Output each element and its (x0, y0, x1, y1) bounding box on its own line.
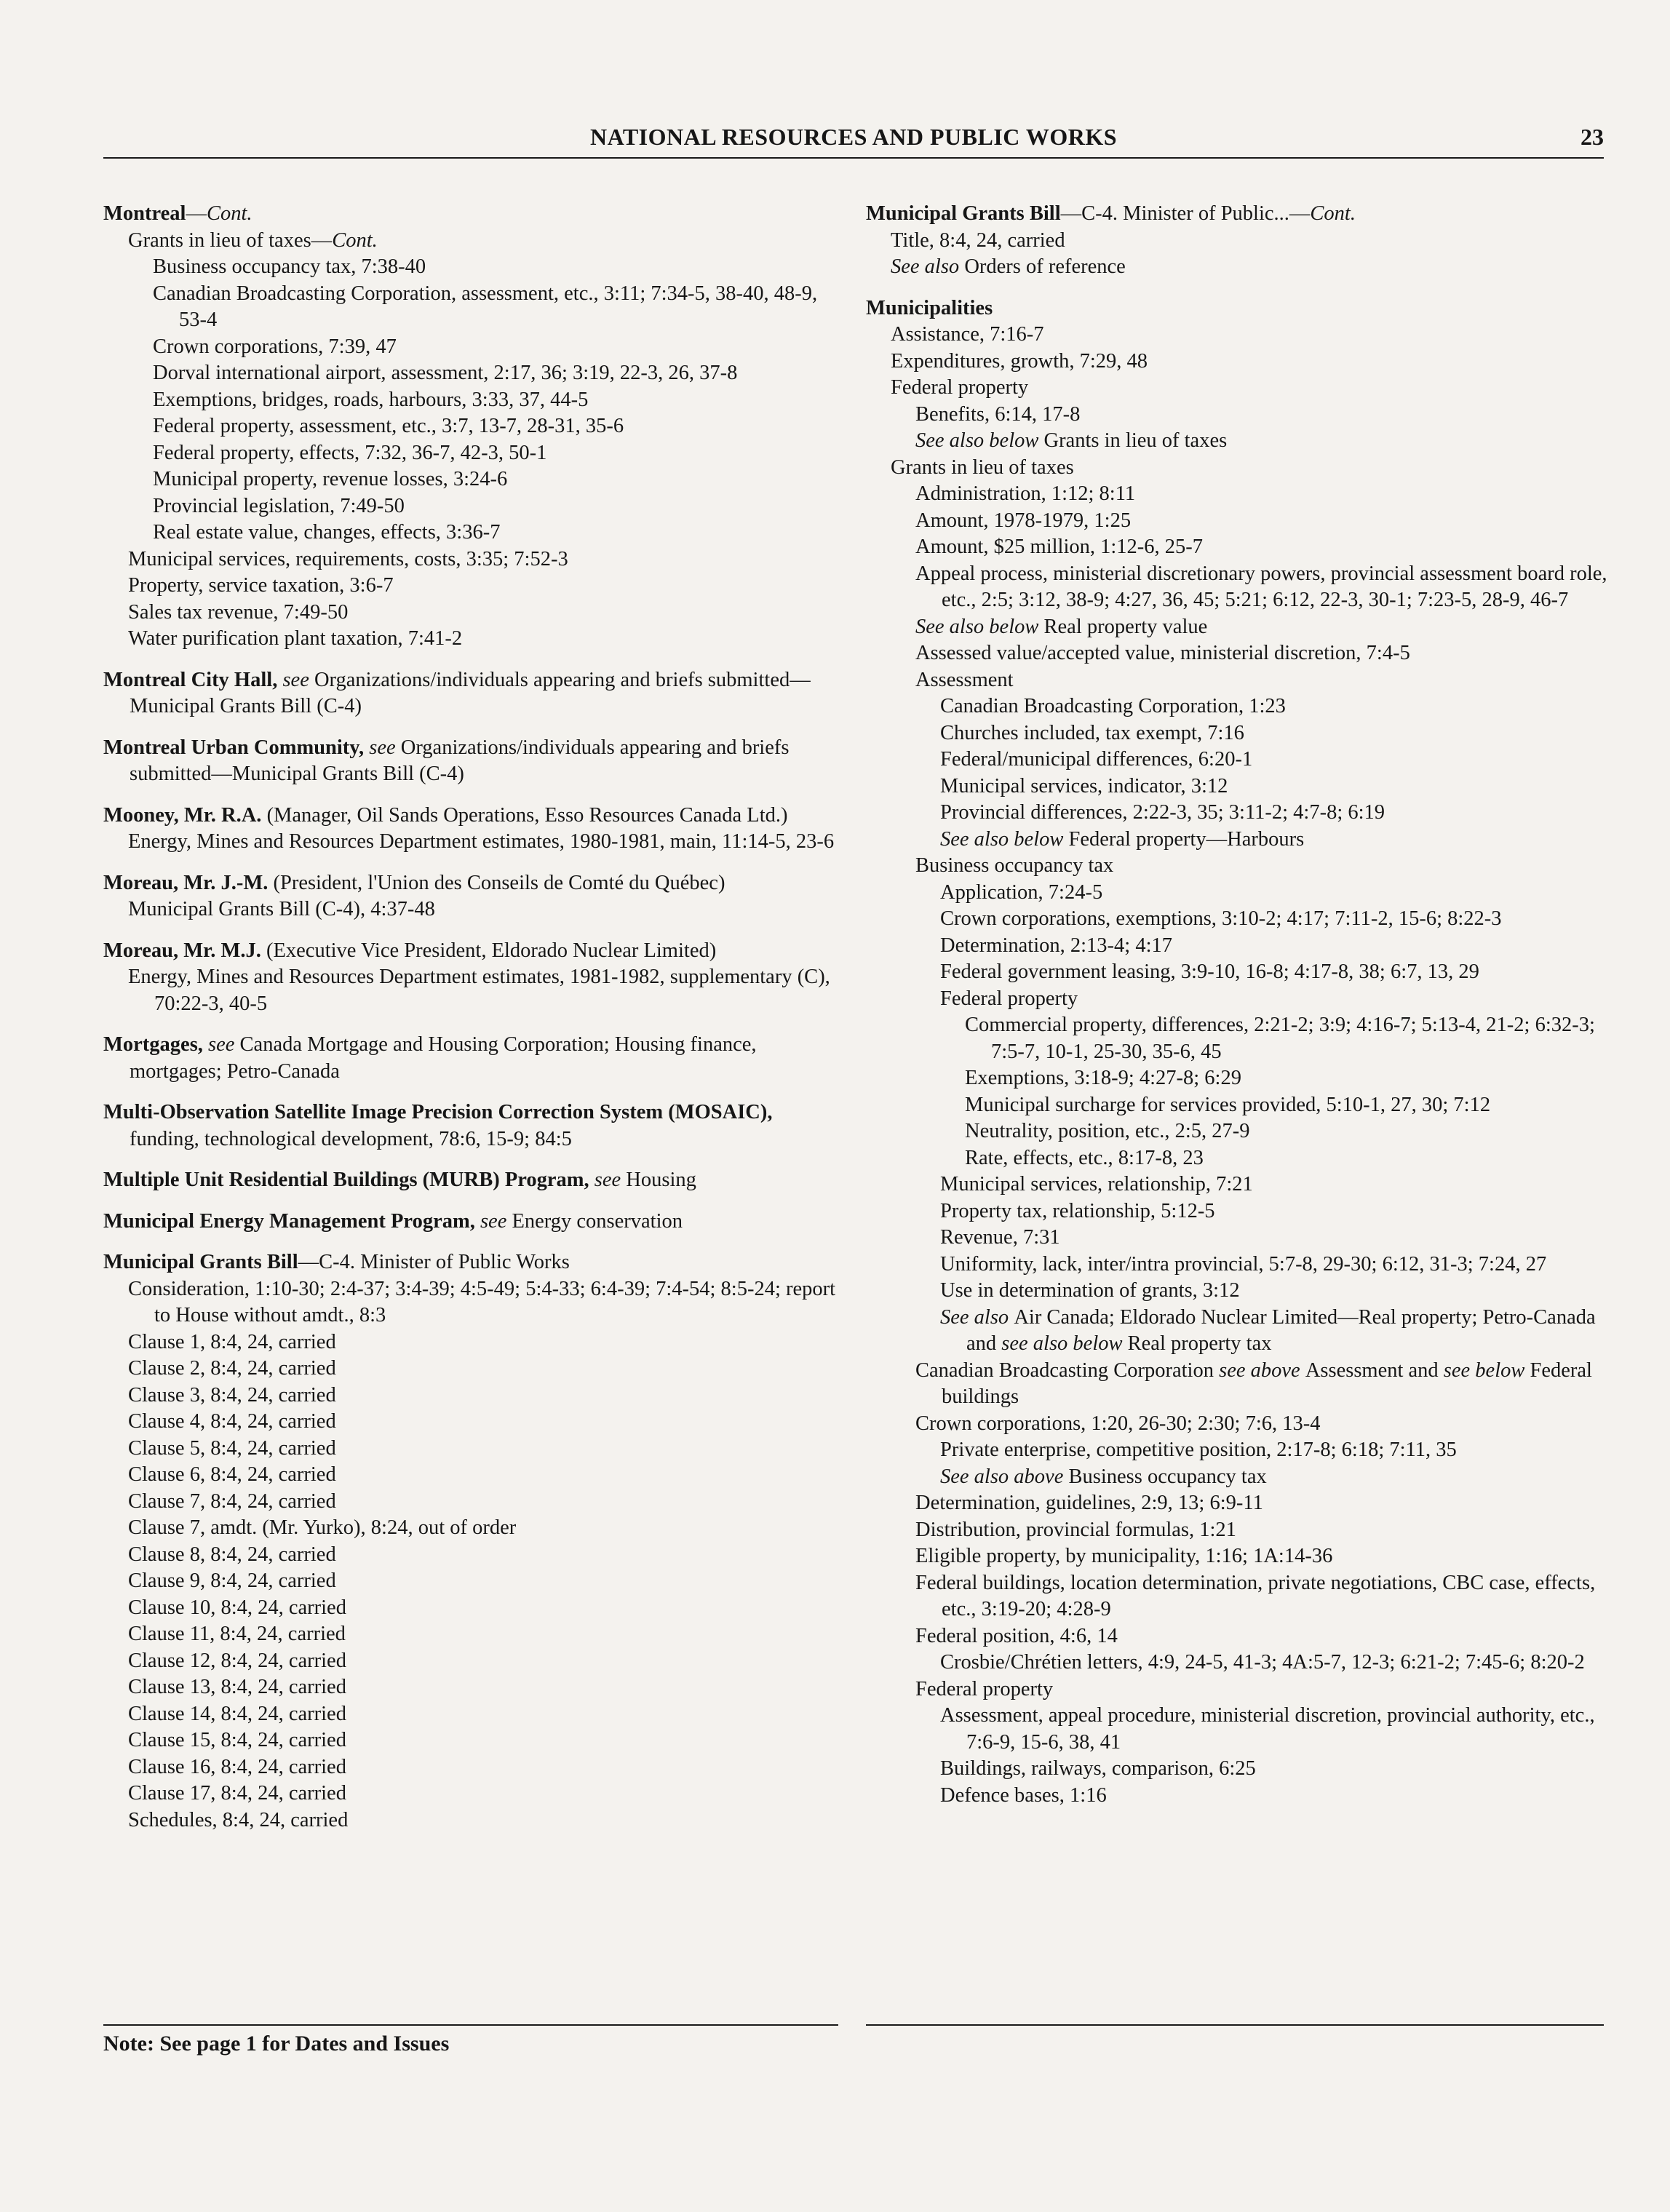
entry-text: Rate, effects, etc., 8:17-8, 23 (965, 1146, 1204, 1169)
index-subentry (128, 626, 838, 653)
index-subentry (915, 534, 1608, 561)
entry-text: Consideration, 1:10-30; 2:4-37; 3:4-39; 4:5-49; 5:4-33; 6:4-39; 7:4-54; 8:5-24; report to House without amdt., 8:3 (128, 1277, 836, 1326)
index-subentry (891, 455, 1608, 482)
entry-term: Montreal (103, 202, 186, 225)
entry-text: Clause 9, 8:4, 24, carried (128, 1570, 336, 1592)
index-subentry (940, 1252, 1608, 1278)
entry-text: Orders of reference (964, 255, 1126, 278)
entry-term: Municipal Energy Management Program, (103, 1209, 480, 1233)
index-subentry (153, 334, 838, 361)
entry-text: Clause 15, 8:4, 24, carried (128, 1729, 346, 1751)
index-heading (866, 201, 1608, 228)
index-subentry (915, 1676, 1608, 1703)
index-subentry (940, 773, 1608, 800)
index-subentry (915, 402, 1608, 429)
entry-term: Municipalities (866, 296, 993, 319)
entry-text: Federal property (915, 1677, 1054, 1700)
cross-reference-label: see below (1443, 1358, 1530, 1382)
index-subentry (915, 1490, 1608, 1517)
entry-gap (103, 1017, 838, 1032)
index-subentry (128, 1542, 838, 1569)
entry-text: Federal property (891, 376, 1029, 399)
cross-reference-label: see (208, 1033, 240, 1056)
index-heading (866, 295, 1608, 322)
index-subentry (128, 1595, 838, 1622)
entry-gap (103, 1235, 838, 1249)
entry-text: Exemptions, bridges, roads, harbours, 3:33, 37, 44-5 (153, 388, 589, 411)
footer-note: Note: See page 1 for Dates and Issues (103, 2024, 838, 2056)
entry-text: funding, technological development, 78:6, 15-9; 84:5 (130, 1127, 572, 1150)
entry-gap (103, 923, 838, 938)
index-subentry (915, 481, 1608, 508)
entry-gap (866, 281, 1608, 295)
entry-text: Clause 3, 8:4, 24, carried (128, 1383, 336, 1407)
index-subentry (940, 747, 1608, 773)
entry-text: Clause 16, 8:4, 24, carried (128, 1755, 346, 1778)
index-subentry (891, 228, 1608, 255)
index-subentry (128, 1701, 838, 1728)
entry-text: Appeal process, ministerial discretionary powers, provincial assessment board role, etc., 2:5; 3:12, 38-9; 4:27, 36, 45; 5:21; 6:12, 22-3, 30-1; 7:23-5, 28-9, 46-7 (915, 562, 1607, 611)
index-subentry (891, 349, 1608, 375)
footer-rule (866, 2024, 1604, 2026)
entry-text: Real estate value, changes, effects, 3:36-7 (153, 521, 501, 544)
cross-reference-label: See also below (915, 429, 1044, 452)
index-heading (103, 667, 838, 720)
entry-text: Air Canada; Eldorado Nuclear Limited—Real property; Petro-Canada and (966, 1305, 1596, 1355)
cross-reference-label: See also below (915, 615, 1044, 638)
entry-text: Federal property (940, 987, 1078, 1010)
entry-text: Clause 7, 8:4, 24, carried (128, 1489, 336, 1513)
entry-text: Crown corporations, exemptions, 3:10-2; 4:17; 7:11-2, 15-6; 8:22-3 (940, 907, 1502, 930)
entry-text: Determination, guidelines, 2:9, 13; 6:9-11 (915, 1492, 1263, 1514)
entry-text: Clause 14, 8:4, 24, carried (128, 1702, 346, 1725)
entry-text: Distribution, provincial formulas, 1:21 (915, 1518, 1236, 1541)
entry-text: Assistance, 7:16-7 (891, 323, 1044, 346)
entry-term: Montreal City Hall, (103, 668, 283, 691)
entry-text: (President, l'Union des Conseils de Comté du Québec) (273, 871, 725, 894)
entry-gap (103, 720, 838, 735)
entry-text: Benefits, 6:14, 17-8 (915, 402, 1081, 426)
page-number: 23 (1580, 124, 1604, 150)
entry-term: Multi-Observation Satellite Image Precision Correction System (MOSAIC), (103, 1101, 773, 1123)
index-subentry (940, 1305, 1608, 1358)
index-heading (103, 938, 838, 965)
entry-text: Defence bases, 1:16 (940, 1783, 1107, 1807)
index-subentry (128, 1754, 838, 1781)
index-subentry (915, 1623, 1608, 1650)
index-subentry (915, 1517, 1608, 1544)
entry-text: —C-4. Minister of Public Works (298, 1251, 570, 1273)
entry-text: Administration, 1:12; 8:11 (915, 482, 1136, 505)
index-subentry (153, 493, 838, 520)
entry-text: Business occupancy tax (1068, 1465, 1267, 1488)
entry-term: Moreau, Mr. J.-M. (103, 871, 274, 894)
entry-text: Crown corporations, 7:39, 47 (153, 335, 397, 358)
entry-text: Energy conservation (512, 1209, 683, 1233)
entry-gap (103, 788, 838, 803)
index-subentry (915, 561, 1608, 614)
entry-text: Municipal services, requirements, costs, 3:35; 7:52-3 (128, 547, 568, 570)
entry-text: Canada Mortgage and Housing Corporation; Housing finance, mortgages; Petro-Canada (130, 1033, 757, 1083)
entry-text: Clause 4, 8:4, 24, carried (128, 1410, 336, 1433)
index-subentry (128, 829, 838, 856)
entry-text: Clause 12, 8:4, 24, carried (128, 1649, 346, 1672)
index-subentry (128, 1356, 838, 1382)
entry-text: Clause 11, 8:4, 24, carried (128, 1623, 346, 1645)
index-subentry (128, 1568, 838, 1595)
entry-text: Organizations/individuals appearing and briefs submitted—Municipal Grants Bill (C-4) (130, 668, 811, 717)
entry-text: Application, 7:24-5 (940, 880, 1103, 904)
entry-term: Municipal Grants Bill (866, 202, 1061, 225)
entry-text: Grants in lieu of taxes (1043, 429, 1228, 452)
entry-text: Energy, Mines and Resources Department estimates, 1980-1981, main, 11:14-5, 23-6 (128, 830, 835, 853)
entry-text: Municipal services, indicator, 3:12 (940, 774, 1228, 797)
entry-text: Clause 10, 8:4, 24, carried (128, 1596, 346, 1619)
entry-text: Amount, 1978-1979, 1:25 (915, 509, 1132, 532)
entry-text: Use in determination of grants, 3:12 (940, 1279, 1240, 1302)
entry-text: Provincial differences, 2:22-3, 35; 3:11-2; 4:7-8; 6:19 (940, 801, 1385, 824)
index-subentry (965, 1065, 1608, 1092)
index-subentry (915, 508, 1608, 535)
index-subentry (965, 1118, 1608, 1145)
entry-text: Clause 5, 8:4, 24, carried (128, 1436, 336, 1460)
entry-text: Grants in lieu of taxes— (128, 228, 333, 252)
entry-term: Mortgages, (103, 1033, 209, 1056)
index-subentry (915, 428, 1608, 455)
index-subentry (128, 1409, 838, 1436)
index-subentry (153, 413, 838, 440)
entry-text: Real property value (1043, 615, 1208, 638)
page-header (103, 122, 1604, 159)
entry-text: Water purification plant taxation, 7:41-2 (128, 627, 463, 650)
index-subentry (891, 254, 1608, 281)
index-subentry (940, 1756, 1608, 1783)
index-subentry (940, 959, 1608, 986)
entry-text: Federal property, assessment, etc., 3:7, 13-7, 28-31, 35-6 (153, 415, 624, 437)
index-column-right (866, 201, 1608, 1809)
entry-term: Mooney, Mr. R.A. (103, 803, 267, 827)
index-subentry (940, 906, 1608, 933)
index-subentry (940, 880, 1608, 907)
index-heading (103, 201, 838, 228)
entry-text: (Manager, Oil Sands Operations, Esso Resources Canada Ltd.) (266, 803, 788, 827)
entry-text: Sales tax revenue, 7:49-50 (128, 600, 349, 624)
index-heading (103, 1167, 838, 1194)
cross-reference-label: See also above (940, 1465, 1069, 1488)
cross-reference-label: Cont. (1310, 202, 1356, 225)
cross-reference-label: see (369, 736, 401, 759)
index-subentry (128, 964, 838, 1017)
index-subentry (128, 1781, 838, 1807)
index-subentry (915, 1543, 1608, 1570)
entry-text: Buildings, railways, comparison, 6:25 (940, 1757, 1256, 1780)
index-subentry (153, 440, 838, 467)
index-subentry (965, 1012, 1608, 1065)
cross-reference-label: See also (940, 1305, 1014, 1329)
entry-text: Federal buildings, location determination, private negotiations, CBC case, effects, etc., 3:19-20; 4:28-9 (915, 1571, 1596, 1620)
index-subentry (915, 1358, 1608, 1411)
index-subentry (915, 853, 1608, 880)
index-heading (103, 870, 838, 897)
index-subentry (128, 1462, 838, 1489)
index-heading (103, 1099, 838, 1153)
entry-text: Federal position, 4:6, 14 (915, 1624, 1118, 1647)
entry-term: Montreal Urban Community, (103, 736, 370, 759)
index-subentry (940, 1278, 1608, 1305)
index-subentry (940, 1783, 1608, 1810)
index-subentry (128, 1329, 838, 1356)
index-subentry (965, 1092, 1608, 1119)
index-subentry (915, 614, 1608, 641)
entry-text: Amount, $25 million, 1:12-6, 25-7 (915, 536, 1204, 558)
entry-text: Federal property, effects, 7:32, 36-7, 42-3, 50-1 (153, 441, 547, 464)
index-subentry (940, 1198, 1608, 1225)
index-subentry (128, 1489, 838, 1516)
index-subentry (940, 1225, 1608, 1252)
index-subentry (153, 281, 838, 334)
cross-reference-label: See also (891, 255, 965, 278)
entry-gap (103, 856, 838, 870)
entry-text: Title, 8:4, 24, carried (891, 228, 1065, 252)
index-subentry (940, 1464, 1608, 1491)
cross-reference-label: see also below (1001, 1332, 1128, 1355)
entry-text: Assessment, appeal procedure, ministerial discretion, provincial authority, etc., 7:6-9, 15-6, 38, 41 (940, 1704, 1595, 1754)
entry-text: Canadian Broadcasting Corporation (915, 1358, 1220, 1382)
index-subentry (128, 573, 838, 600)
index-heading (103, 803, 838, 830)
index-subentry (940, 1437, 1608, 1464)
entry-term: Municipal Grants Bill (103, 1251, 298, 1273)
index-subentry (940, 827, 1608, 854)
entry-text: Clause 2, 8:4, 24, carried (128, 1357, 336, 1380)
entry-text: Clause 7, amdt. (Mr. Yurko), 8:24, out of order (128, 1516, 517, 1539)
entry-term: Moreau, Mr. M.J. (103, 939, 266, 962)
entry-text: Federal/municipal differences, 6:20-1 (940, 748, 1253, 771)
index-column-left (103, 201, 838, 1834)
index-subentry (940, 986, 1608, 1013)
entry-text: Schedules, 8:4, 24, carried (128, 1808, 349, 1831)
index-subentry (153, 254, 838, 281)
cross-reference-label: see above (1219, 1358, 1305, 1382)
entry-gap (103, 1085, 838, 1099)
entry-text: Clause 17, 8:4, 24, carried (128, 1782, 346, 1805)
entry-text: Assessed value/accepted value, ministerial discretion, 7:4-5 (915, 642, 1410, 664)
entry-text: Clause 6, 8:4, 24, carried (128, 1463, 336, 1486)
entry-text: Energy, Mines and Resources Department estimates, 1981-1982, supplementary (C), 70:22-3, 40-5 (128, 966, 830, 1015)
index-subentry (128, 1515, 838, 1542)
index-subentry (891, 375, 1608, 402)
entry-text: Neutrality, position, etc., 2:5, 27-9 (965, 1120, 1250, 1142)
entry-text: Municipal services, relationship, 7:21 (940, 1173, 1253, 1195)
entry-text: Municipal property, revenue losses, 3:24-6 (153, 468, 508, 490)
entry-text: Private enterprise, competitive position, 2:17-8; 6:18; 7:11, 35 (940, 1439, 1457, 1461)
entry-text: (Executive Vice President, Eldorado Nuclear Limited) (266, 939, 717, 962)
index-subentry (153, 520, 838, 546)
entry-text: Expenditures, growth, 7:29, 48 (891, 349, 1148, 373)
entry-text: Canadian Broadcasting Corporation, 1:23 (940, 695, 1286, 717)
entry-text: Exemptions, 3:18-9; 4:27-8; 6:29 (965, 1067, 1241, 1089)
index-subentry (153, 360, 838, 387)
entry-text: Grants in lieu of taxes (891, 455, 1074, 479)
entry-text: Assessment (915, 668, 1014, 691)
entry-text: Clause 8, 8:4, 24, carried (128, 1543, 336, 1566)
index-subentry (128, 1436, 838, 1463)
index-subentry (940, 693, 1608, 720)
index-subentry (153, 387, 838, 414)
index-subentry (940, 720, 1608, 747)
entry-text: Uniformity, lack, inter/intra provincial, 5:7-8, 29-30; 6:12, 31-3; 7:24, 27 (940, 1252, 1547, 1276)
index-subentry (940, 1703, 1608, 1756)
entry-text: Churches included, tax exempt, 7:16 (940, 721, 1244, 744)
entry-text: Municipal Grants Bill (C-4), 4:37-48 (128, 898, 435, 920)
index-subentry (915, 640, 1608, 667)
entry-text: Housing (626, 1169, 696, 1191)
index-subentry (128, 546, 838, 573)
cross-reference-label: See also below (940, 827, 1069, 851)
entry-text: Clause 13, 8:4, 24, carried (128, 1676, 346, 1698)
entry-text: Assessment and (1305, 1358, 1444, 1382)
index-subentry (128, 1382, 838, 1409)
index-heading (103, 1032, 838, 1085)
index-subentry (128, 1621, 838, 1648)
index-heading (103, 1249, 838, 1276)
index-subentry (915, 667, 1608, 694)
cross-reference-label: Cont. (206, 202, 253, 225)
entry-text: Crosbie/Chrétien letters, 4:9, 24-5, 41-3; 4A:5-7, 12-3; 6:21-2; 7:45-6; 8:20-2 (940, 1651, 1585, 1674)
entry-gap (103, 653, 838, 667)
index-subentry (940, 933, 1608, 960)
index-subentry (940, 800, 1608, 827)
index-subentry (128, 228, 838, 255)
index-heading (103, 735, 838, 788)
index-subentry (940, 1650, 1608, 1676)
cross-reference-label: see (594, 1169, 627, 1191)
page-title: NATIONAL RESOURCES AND PUBLIC WORKS (589, 124, 1117, 150)
index-subentry (915, 1411, 1608, 1438)
index-subentry (128, 1276, 838, 1329)
entry-text: Business occupancy tax, 7:38-40 (153, 255, 426, 278)
entry-gap (103, 1153, 838, 1167)
entry-gap (103, 1194, 838, 1209)
entry-text: Commercial property, differences, 2:21-2; 3:9; 4:16-7; 5:13-4, 21-2; 6:32-3; 7:5-7, 10-1, 25-30, 35-6, 45 (965, 1014, 1595, 1063)
index-subentry (128, 600, 838, 626)
index-heading (103, 1209, 838, 1236)
index-subentry (128, 1807, 838, 1834)
entry-text: Provincial legislation, 7:49-50 (153, 494, 405, 517)
index-subentry (128, 1648, 838, 1675)
entry-text: Organizations/individuals appearing and briefs submitted—Municipal Grants Bill (C-4) (130, 736, 790, 785)
index-subentry (965, 1145, 1608, 1172)
entry-text: —C-4. Minister of Public...— (1060, 202, 1311, 225)
entry-text: Federal buildings (942, 1358, 1592, 1408)
cross-reference-label: see (282, 668, 314, 691)
index-subentry (153, 466, 838, 493)
index-subentry (128, 1674, 838, 1701)
cross-reference-label: Cont. (332, 228, 378, 252)
entry-text: Real property tax (1127, 1332, 1272, 1355)
cross-reference-label: see (480, 1209, 512, 1233)
entry-text: — (186, 202, 207, 225)
index-subentry (915, 1570, 1608, 1623)
index-subentry (128, 896, 838, 923)
entry-text: Property tax, relationship, 5:12-5 (940, 1199, 1215, 1222)
entry-text: Crown corporations, 1:20, 26-30; 2:30; 7:6, 13-4 (915, 1412, 1321, 1435)
entry-text: Eligible property, by municipality, 1:16; 1A:14-36 (915, 1545, 1333, 1567)
entry-text: Dorval international airport, assessment, 2:17, 36; 3:19, 22-3, 26, 37-8 (153, 362, 738, 384)
index-subentry (940, 1171, 1608, 1198)
entry-text: Revenue, 7:31 (940, 1226, 1060, 1249)
entry-text: Municipal surcharge for services provided, 5:10-1, 27, 30; 7:12 (965, 1093, 1491, 1116)
entry-text: Determination, 2:13-4; 4:17 (940, 934, 1172, 957)
entry-text: Business occupancy tax (915, 854, 1114, 877)
entry-text: Federal government leasing, 3:9-10, 16-8; 4:17-8, 38; 6:7, 13, 29 (940, 960, 1479, 983)
entry-text: Property, service taxation, 3:6-7 (128, 574, 394, 597)
entry-text: Clause 1, 8:4, 24, carried (128, 1330, 336, 1353)
entry-text: Canadian Broadcasting Corporation, assessment, etc., 3:11; 7:34-5, 38-40, 48-9, 53-4 (153, 282, 818, 331)
entry-term: Multiple Unit Residential Buildings (MURB) Program, (103, 1169, 595, 1191)
index-subentry (128, 1727, 838, 1754)
index-subentry (891, 322, 1608, 349)
entry-text: Federal property—Harbours (1068, 827, 1305, 851)
